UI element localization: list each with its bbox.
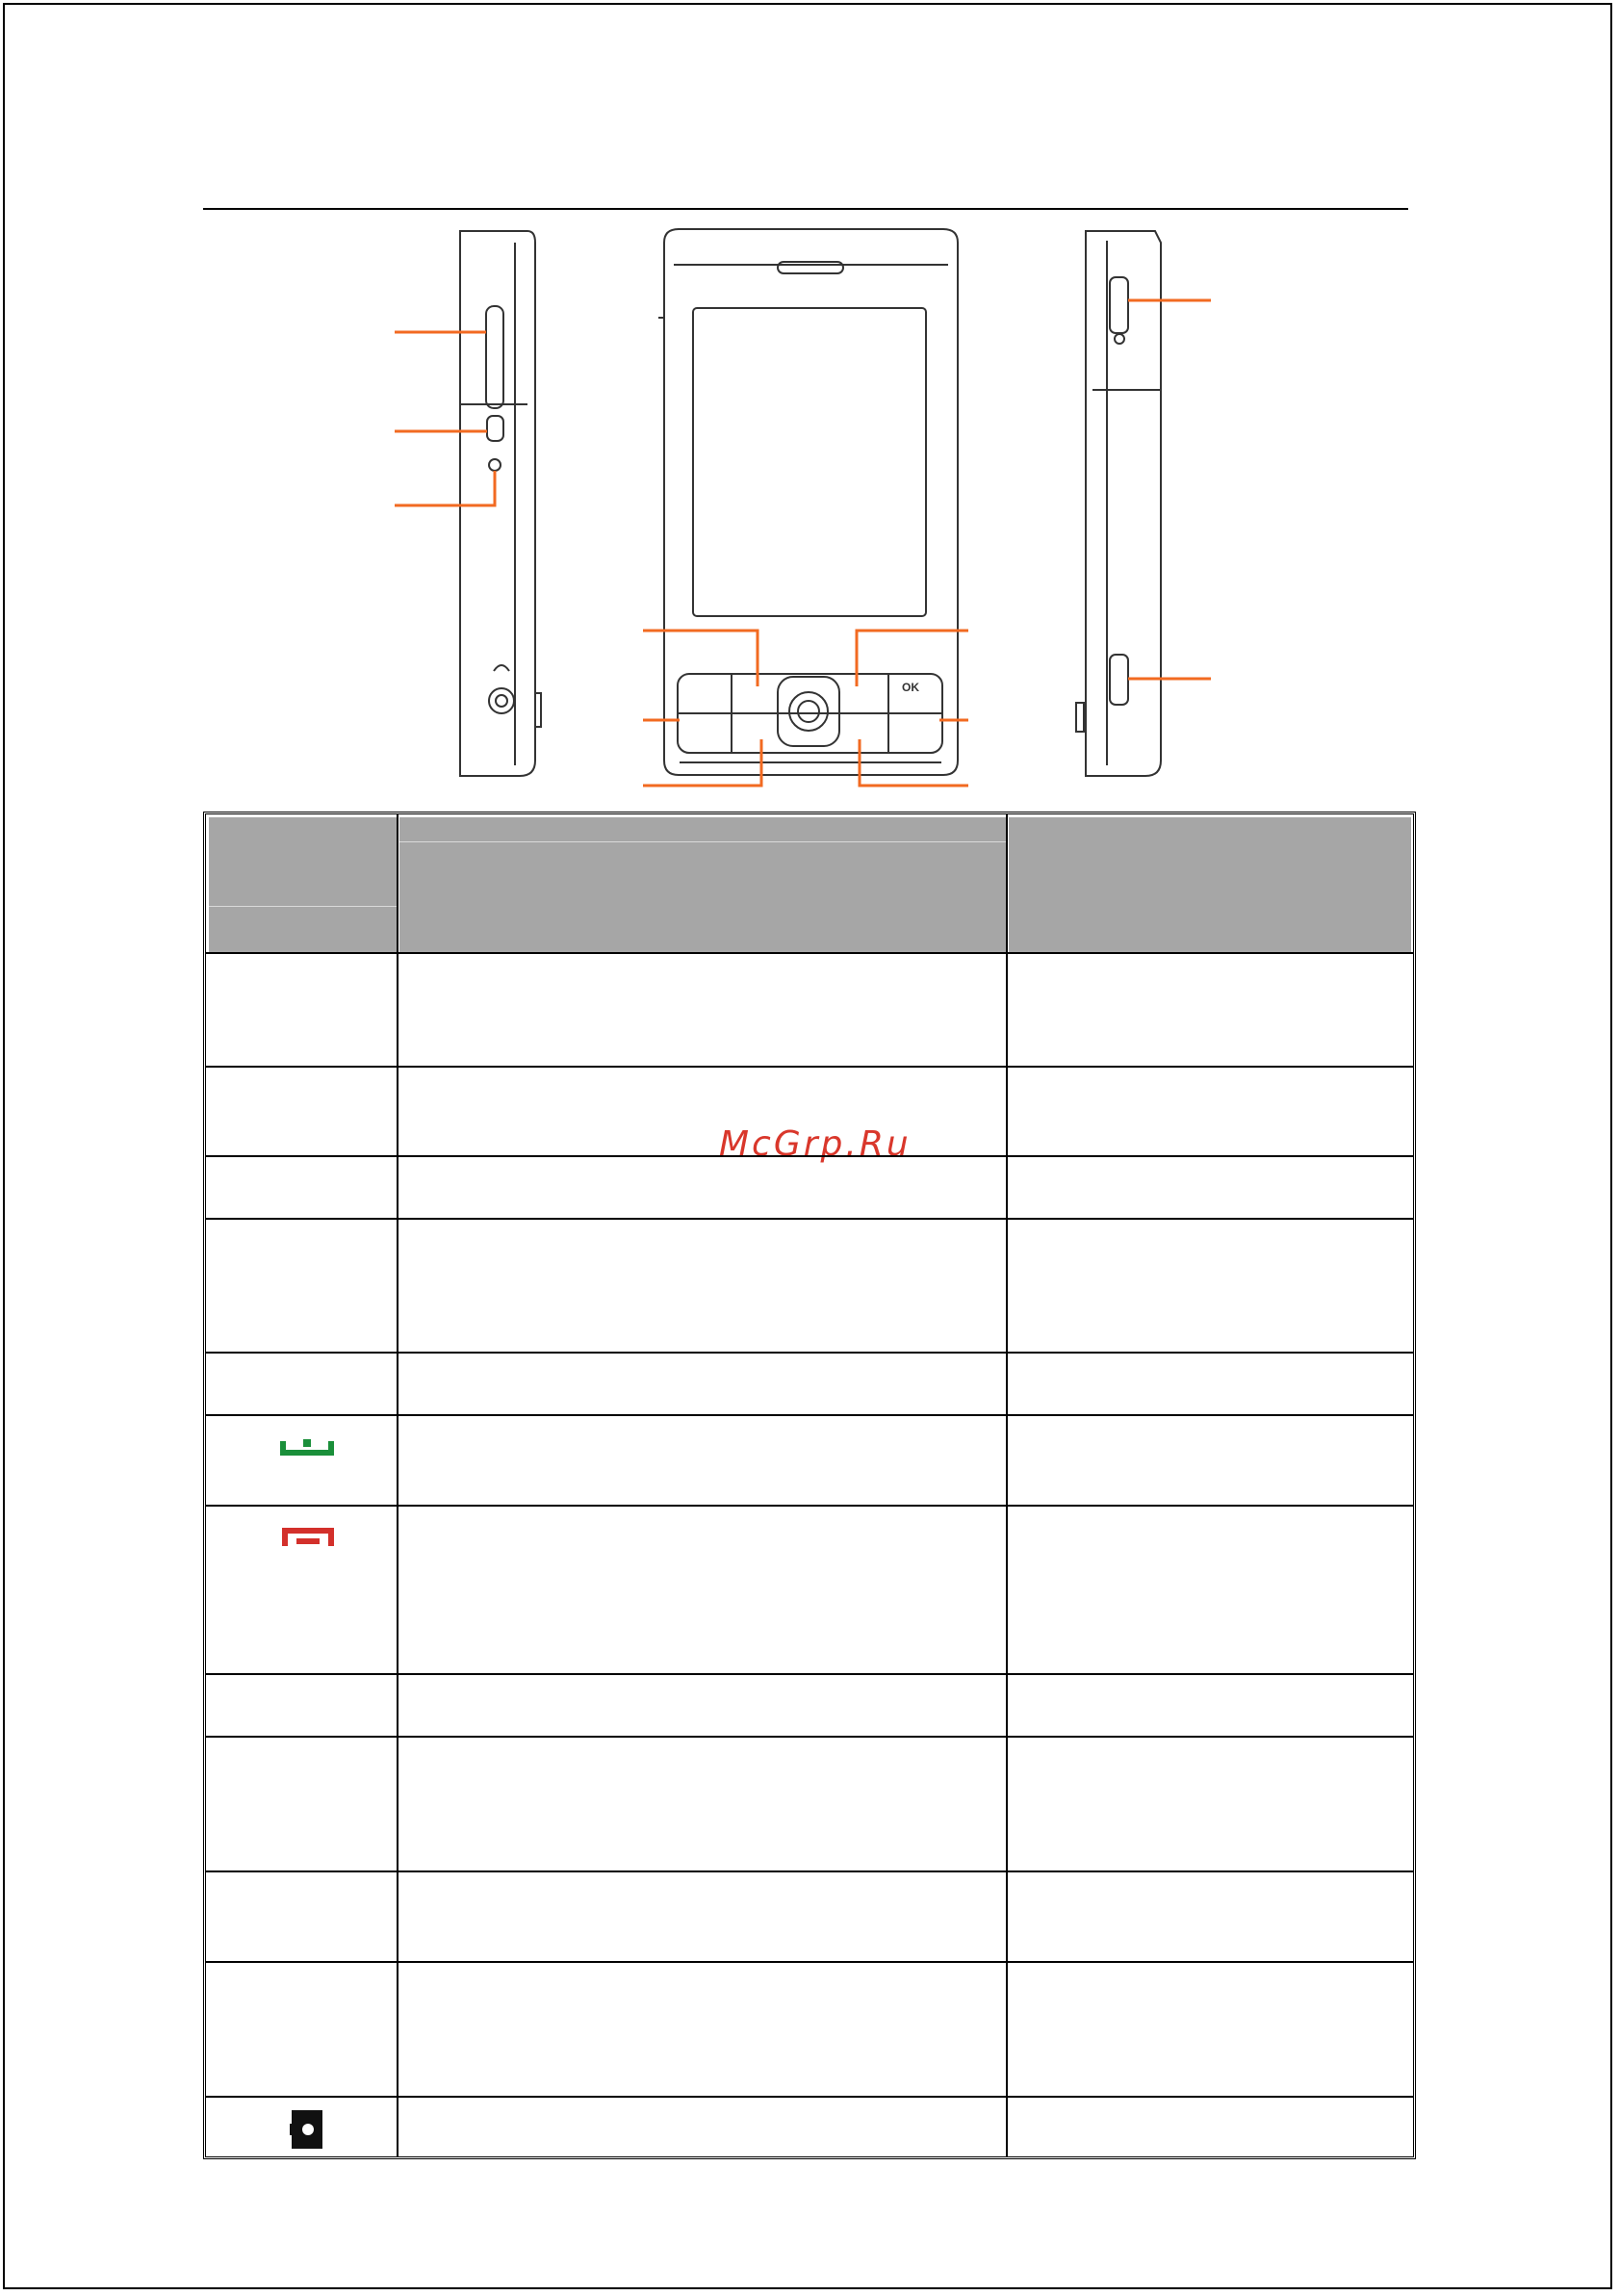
watermark-label: McGrp.Ru [719, 1124, 912, 1164]
button-description-table [203, 812, 1416, 2159]
callout-reset-hole [395, 471, 495, 505]
row-divider [206, 1961, 1413, 1963]
header-cell-1-lower [209, 907, 398, 952]
row-divider [206, 1736, 1413, 1738]
column-divider-2 [1006, 814, 1008, 2156]
device-right-side-view [1076, 231, 1161, 776]
device-left-side-view [460, 231, 541, 776]
callout-left-soft-key [643, 631, 758, 686]
row-divider [206, 1870, 1413, 1872]
row-divider [206, 1505, 1413, 1507]
callout-right-soft-key [857, 631, 968, 686]
row-divider [206, 1414, 1413, 1416]
row-divider [206, 1155, 1413, 1157]
device-figure [0, 0, 1619, 818]
header-cell-2-divider [399, 841, 1007, 842]
end-key-icon [281, 1525, 335, 1552]
row-divider [206, 1218, 1413, 1220]
header-cell-3 [1009, 817, 1411, 952]
column-divider-1 [397, 814, 398, 2156]
row-divider [206, 1352, 1413, 1354]
row-divider [206, 1066, 1413, 1068]
row-divider [206, 952, 1413, 954]
header-cell-2 [399, 817, 1007, 952]
header-cell-1 [209, 817, 398, 906]
row-divider [206, 2096, 1413, 2098]
row-divider [206, 1673, 1413, 1675]
camera-key-icon [288, 2106, 326, 2153]
talk-key-icon [279, 1433, 335, 1458]
front-ok-key-label: OK [902, 681, 919, 694]
